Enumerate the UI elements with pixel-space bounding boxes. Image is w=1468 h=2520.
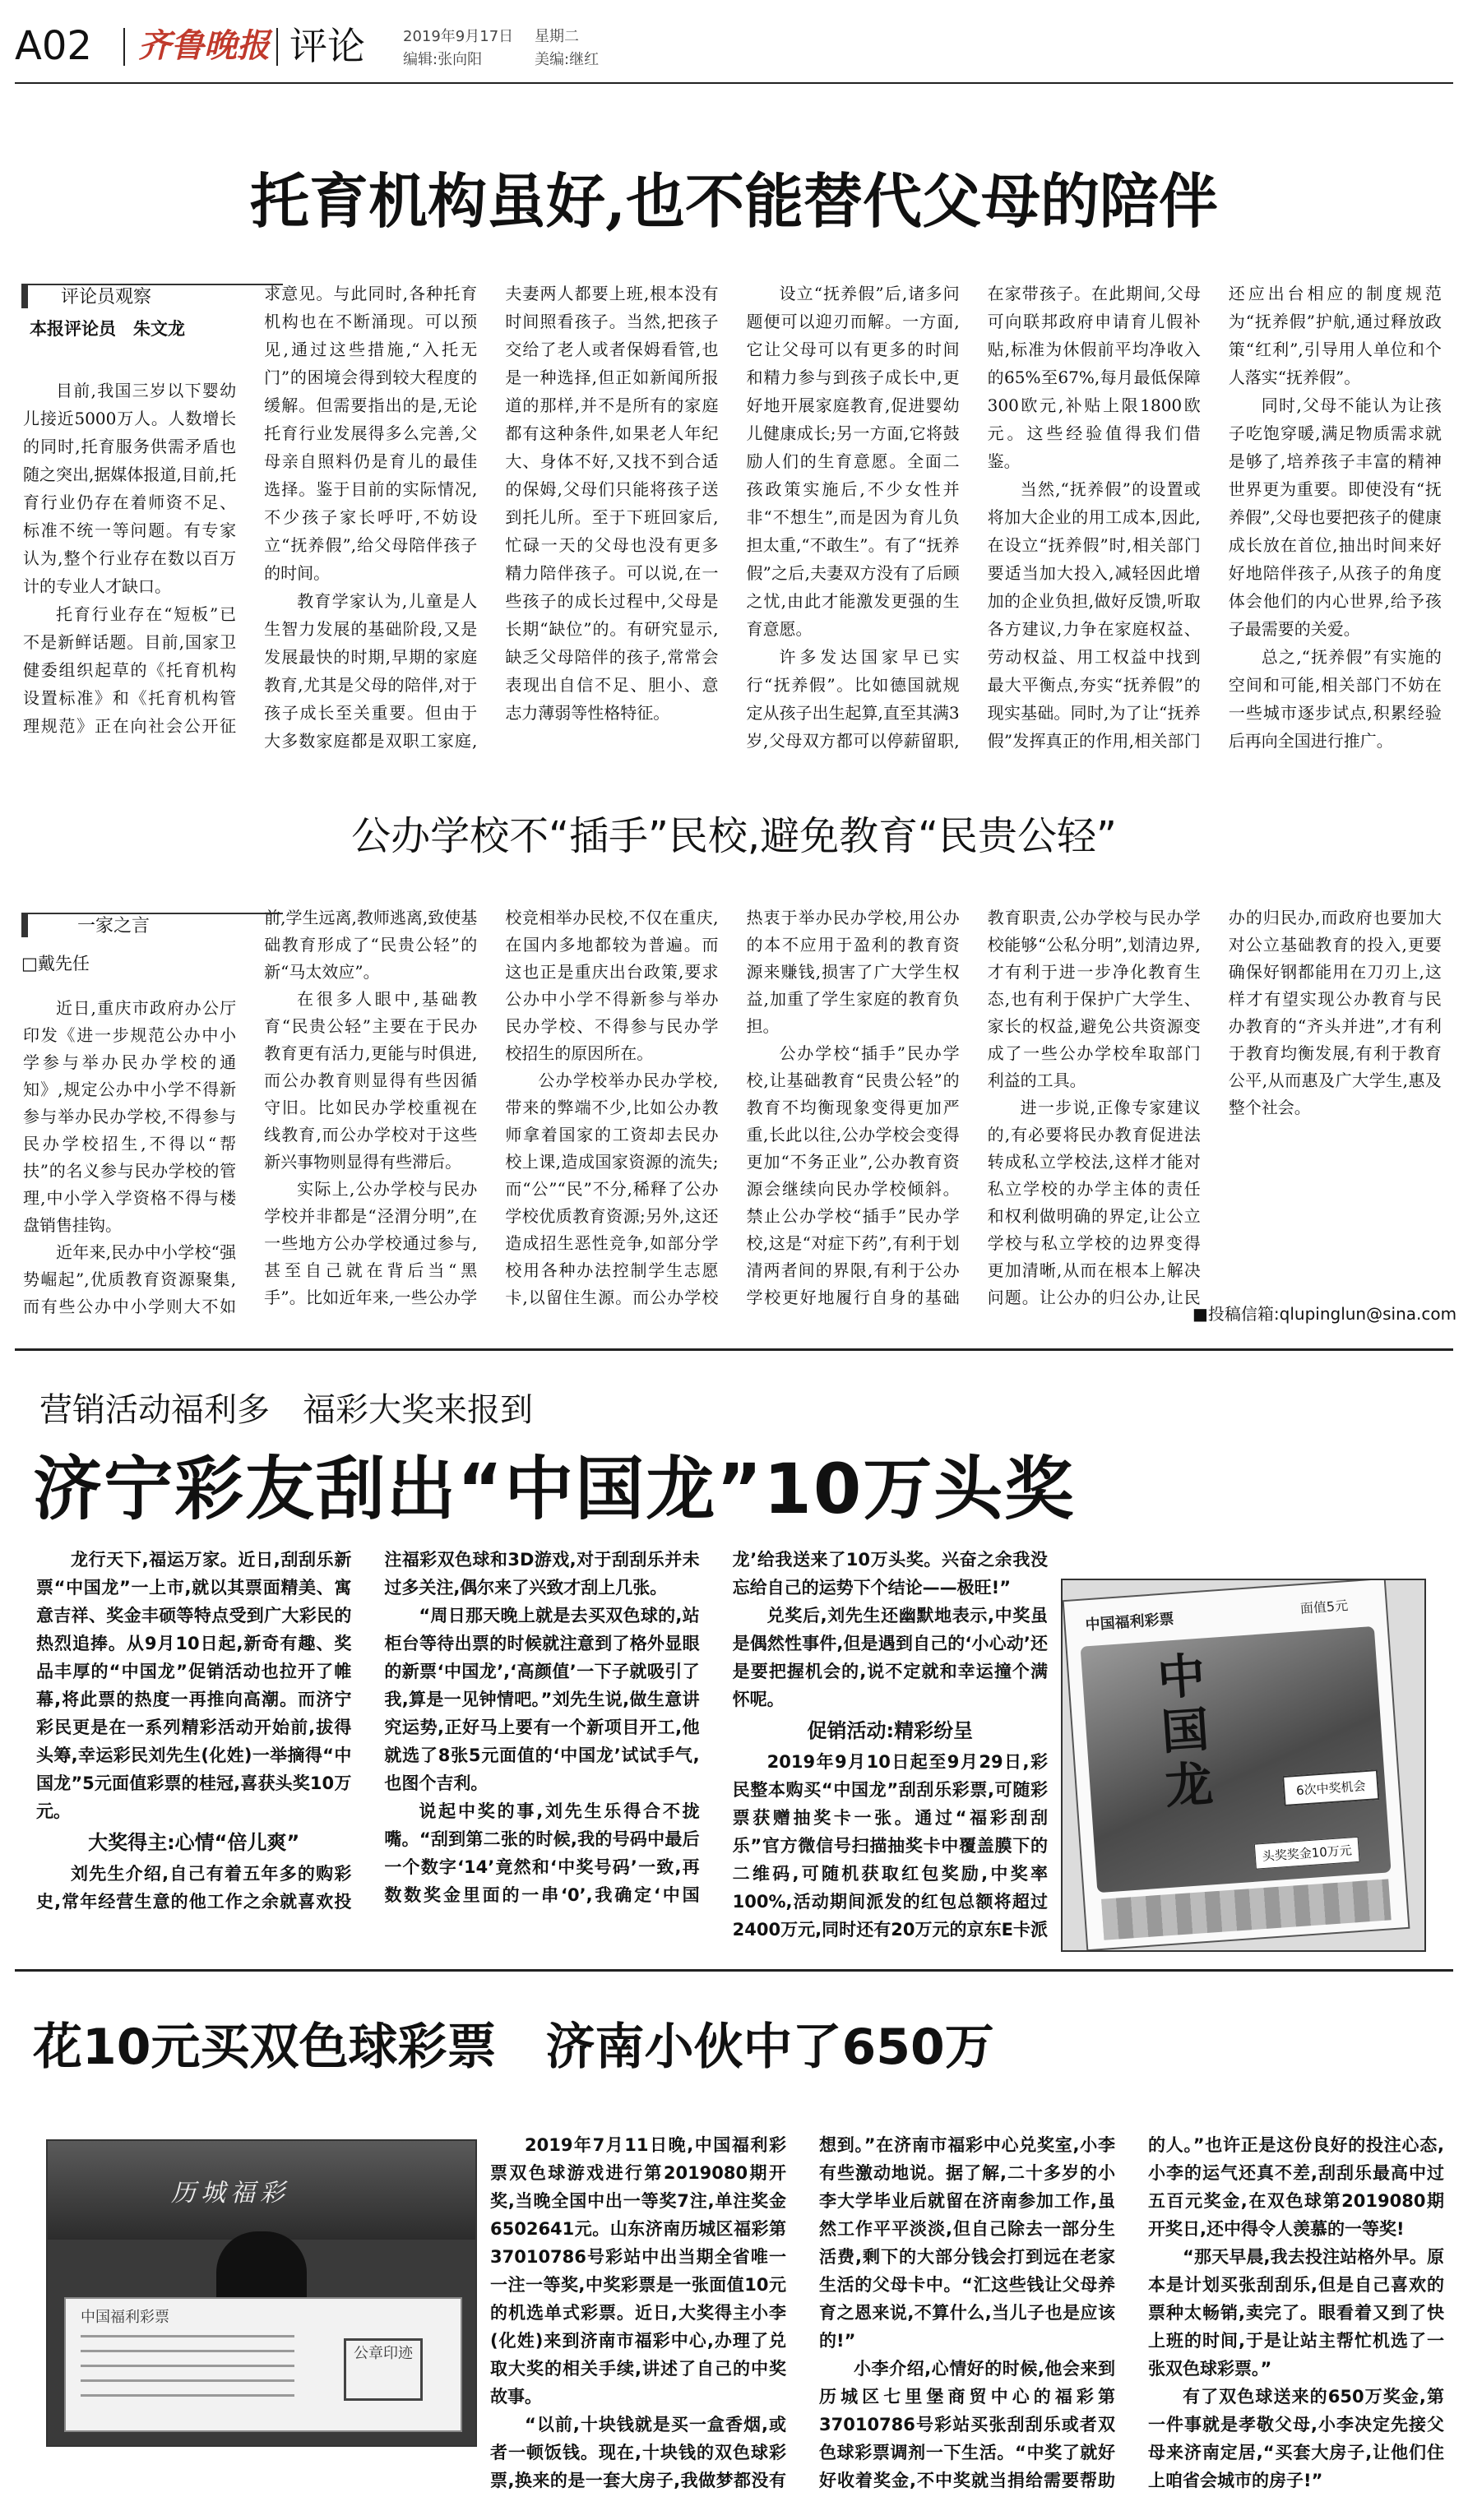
article1-text [23, 280, 1442, 765]
article3-paragraph: 2019年9月10日起至9月29日,彩民整本购买“中国龙”刮刮乐彩票,可随彩票获赠抽奖卡一张。通过“福彩刮刮乐”官方微信号扫描抽奖卡中覆盖膜下的二维码,可随机获取红包奖励,中奖率100%,活动期间派发的红包总额将超过2400万元,同时还有20万元的京东E卡派 [732, 1752, 1048, 1940]
award-board-label: 中国福利彩票 [81, 2309, 169, 2326]
article1-tag-spacer [23, 280, 236, 377]
article4-paragraph: 小李介绍,心情好的时候,他会来到历城区七里堡商贸中心的福彩第37010786号彩站买张刮刮乐或者双色球彩票调剂一下生活。“中奖了就好好收着奖金,不中奖就当捐给需要帮助的人。”也许正是这份良好的投注心态,小李的运气还真不差,刮刮乐最高中过五百元奖金,在双色球第2019080期开奖日,还中得令人羡慕的一等奖! [819, 2135, 1444, 2490]
shop-sign: 历城福彩 [171, 2179, 289, 2208]
byline-marker: □ [21, 954, 38, 973]
article3-subhead: 大奖得主:心情“倍儿爽” [88, 1831, 300, 1854]
article1-byline: 本报评论员 朱文龙 [30, 319, 185, 339]
article2-text [23, 904, 1442, 1332]
column-tag-text: 评论员观察 [61, 287, 152, 307]
ticket-badge: 6次中奖机会 [1282, 1769, 1379, 1806]
article2-paragraph: 实际上,公办学校与民办学校并非都是“泾渭分明”,在一些地方公办学校通过参与,甚至自己就在背后当“黑手”。比如近年来,一些公办学校竞相举办民校,不仅在重庆,在国内多地都较为普遍。而这也正是重庆出台政策,要求公办中小学不得新参与举办民办学校、不得参与民办学校招生的原因所在。 [264, 908, 719, 1307]
submission-email[interactable]: qlupinglun@sina.com [1279, 1304, 1457, 1324]
award-board-stamp: 公章印迹 [344, 2338, 423, 2401]
ticket-top-prize: 头奖奖金10万元 [1254, 1837, 1360, 1870]
article4-paragraph: 2019年7月11日晚,中国福利彩票双色球游戏进行第2019080期开奖,当晚全国中出一等奖7注,单注奖金6502641元。山东济南历城区福彩第37010786号彩站中出当期全省唯一一注一等奖,中奖彩票是一张面值10元的机选单式彩票。近日,大奖得主小李(化姓)来到济南市福彩中心,办理了兑取大奖的相关手续,讲述了自己的中奖故事。 [490, 2135, 786, 2407]
masthead-divider-2 [276, 28, 278, 66]
article4-headline: 花10元买双色球彩票 济南小伙中了650万 [33, 2018, 994, 2076]
article1-paragraph: 许多发达国家早已实行“抚养假”。比如德国就规定从孩子出生起算,直至其满3岁,父母双方都可以停薪留职,在家带孩子。在此期间,父母可向联邦政府申请育儿假补贴,标准为休假前平均净收入的65%至67%,每月最低保障300欧元,补贴上限1800欧元。这些经验值得我们借鉴。 [746, 284, 1201, 751]
article2-paragraph: 公办学校“插手”民办学校,让基础教育“民贵公轻”的教育不均衡现象变得更加严重,长此以往,公办学校会变得更加“不务正业”,公办教育资源会继续向民办学校倾斜。禁止公办学校“插手”民办学校,这是“对症下药”,有利于划清两者间的界限,有利于公办学校更好地履行自身的基础教育职责,公办学校与民办学校能够“公私分明”,划清边界,才有利于进一步净化教育生态,也有利于保护广大学生、家长的权益,避免公共资源变成了一些公办学校牟取部门利益的工具。 [746, 908, 1201, 1307]
article1-paragraph: 当然,“抚养假”的设置或将加大企业的用工成本,因此,在设立“抚养假”时,相关部门要适当加大投入,减轻因此增加的企业负担,做好反馈,听取各方建议,力争在家庭权益、劳动权益、用工权益中找到最大平衡点,夯实“抚养假”的现实基础。同时,为了让“抚养假”发挥真正的作用,相关部门还应出台相应的制度规范为“抚养假”护航,通过释放政策“红利”,引导用人单位和个人落实“抚养假”。 [987, 284, 1442, 751]
article3-text [36, 1546, 1048, 1950]
article3-paragraph: 兑奖后,刘先生还幽默地表示,中奖虽是偶然性事件,但是遇到自己的‘小心动’还是要把握机会的,说不定就和幸运撞个满怀呢。 [732, 1606, 1048, 1709]
ticket-card [1063, 1579, 1410, 1951]
submission-label: ■投稿信箱: [1192, 1304, 1280, 1324]
article3-subhead: 促销活动:精彩纷呈 [807, 1719, 974, 1742]
article3-paragraph: 刘先生介绍,自己有着五年多的购彩史,常年经营生意的他工作之余就喜欢投注福彩双色球和3D游戏,对于刮刮乐并未过多关注,偶尔来了兴致才刮上几张。 [36, 1550, 700, 1912]
article3-headline: 济宁彩友刮出“中国龙”10万头奖 [33, 1449, 1076, 1529]
award-board-lines [81, 2335, 294, 2409]
article1-paragraph: 同时,父母不能认为让孩子吃饱穿暖,满足物质需求就是够了,培养孩子丰富的精神世界更为重要。即使没有“抚养假”,父母也要把孩子的健康成长放在首位,抽出时间来好好地陪伴孩子,从孩子的角度体会他们的内心世界,给予孩子最需要的关爱。 [1228, 395, 1442, 639]
article2-paragraph: 进一步说,正像专家建议的,有必要将民办教育促进法转成私立学校法,这样才能对私立学校的办学主体的责任和权利做明确的界定,让公立学校与私立学校的边界变得更加清晰,从而在根本上解决问题。让公办的归公办,让民办的归民办,而政府也要加大对公立基础教育的投入,更要确保好钢都能用在刀刃上,这样才有望实现公办教育与民办教育的“齐头并进”,才有利于教育均衡发展,有利于教育公平,从而惠及广大学生,惠及整个社会。 [987, 908, 1442, 1307]
article3-kicker: 营销活动福利多 福彩大奖来报到 [39, 1391, 533, 1429]
article1-paragraph: 教育学家认为,儿童是人生智力发展的基础阶段,又是发展最快的时期,早期的家庭教育,尤其是父母的陪伴,对于孩子成长至关重要。但由于大多数家庭都是双职工家庭,夫妻两人都要上班,根本没有时间照看孩子。当然,把孩子交给了老人或者保姆看管,也是一种选择,但正如新闻所报道的那样,并不是所有的家庭都有这种条件,如果老人年纪大、身体不好,又找不到合适的保姆,父母们只能将孩子送到托儿所。至于下班回家后,忙碌一天的父母也没有更多精力陪伴孩子。可以说,在一些孩子的成长过程中,父母是长期“缺位”的。有研究显示,缺乏父母陪伴的孩子,常常会表现出自信不足、胆小、意志力薄弱等性格特征。 [264, 284, 719, 751]
ticket-header: 中国福利彩票 [1085, 1610, 1175, 1635]
article4-paragraph: “以前,十块钱就是买一盒香烟,或者一顿饭钱。现在,十块钱的双色球彩票,换来的是一套大房子,我做梦都没有想到。”在济南市福彩中心兑奖室,小李有些激动地说。据了解,二十多岁的小李大学毕业后就留在济南参加工作,虽然工作平平淡淡,但自己除去一部分生活费,剩下的大部分钱会打到远在老家生活的父母卡中。“汇这些钱让父母养育之恩来说,不算什么,当儿子也是应该的!” [490, 2135, 1115, 2490]
article2-paragraph: 近日,重庆市政府办公厅印发《进一步规范公办中小学参与举办民办学校的通知》,规定公办中小学不得新参与举办民办学校,不得参与民办学校招生,不得以“帮扶”的名义参与民办学校的管理,中小学入学资格不得与楼盘销售挂钩。 [23, 998, 237, 1235]
section-title: 评论 [289, 24, 365, 68]
article2-paragraph: 公办学校举办民办学校,带来的弊端不少,比如公办教师拿着国家的工资却去民办校上课,造成国家资源的流失;而“公”“民”不分,稀释了公办学校优质教育资源;另外,这还造成招生恶性竞争,如部分学校用各种办法控制学生志愿卡,以留住生源。而公办学校热衷于举办民办学校,用公办的本不应用于盈利的教育资源来赚钱,损害了广大学生权益,加重了学生家庭的教育负担。 [505, 908, 960, 1307]
article1-paragraph: 总之,“抚养假”有实施的空间和可能,相关部门不妨在一些城市逐步试点,积累经验后再向全国进行推广。 [1228, 647, 1442, 751]
article1-headline: 托育机构虽好,也不能替代父母的陪伴 [249, 166, 1219, 236]
ticket-price: 面值5元 [1299, 1598, 1349, 1617]
article1-paragraph: 托育行业存在“短板”已不是新鲜话题。目前,国家卫健委组织起草的《托育机构设置标准》和《托育机构管理规范》正在向社会公开征求意见。与此同时,各种托育机构也在不断涌现。可以预见,通过这些措施,“入托无门”的困境会得到较大程度的缓解。但需要指出的是,无论托育行业发展得多么完善,父母亲自照料仍是育儿的最佳选择。鉴于目前的实际情况,不少孩子家长呼吁,不妨设立“抚养假”,给父母陪伴孩子的时间。 [23, 284, 478, 736]
article1-paragraph: 设立“抚养假”后,诸多问题便可以迎刃而解。一方面,它让父母可以有更多的时间和精力参与到孩子成长中,更好地开展家庭教育,促进婴幼儿健康成长;另一方面,它将鼓励人们的生育意愿。全面二孩政策实施后,不少女性并非“不想生”,而是因为育儿负担太重,“不敢生”。有了“抚养假”之后,夫妻双方没有了后顾之忧,由此才能激发更强的生育意愿。 [746, 284, 960, 639]
masthead-rule [15, 82, 1453, 84]
paper-name: 齐鲁晚报 [138, 26, 270, 65]
page-number: A02 [15, 23, 92, 69]
byline-name: 戴先任 [37, 954, 90, 973]
article4-paragraph: 有了双色球送来的650万奖金,第一件事就是孝敬父母,小李决定先接父母来济南定居,“买套大房子,让他们住上咱省会城市的房子!” [1148, 2387, 1444, 2490]
article2-paragraph: 近年来,民办中小学校“强势崛起”,优质教育资源聚集,而有些公办中小学则大不如前,学生远离,教师逃离,致使基础教育形成了“民贵公轻”的新“马太效应”。 [23, 908, 478, 1316]
article2-headline: 公办学校不“插手”民校,避免教育“民贵公轻” [351, 813, 1117, 859]
article3-paragraph: 龙行天下,福运万家。近日,刮刮乐新票“中国龙”一上市,就以其票面精美、寓意吉祥、奖金丰硕等特点受到广大彩民的热烈追捧。从9月10日起,新奇有趣、奖品丰厚的“中国龙”促销活动也拉开了帷幕,将此票的热度一再推向高潮。而济宁彩民更是在一系列精彩活动开始前,拔得头筹,幸运彩民刘先生(化姓)一举摘得“中国龙”5元面值彩票的桂冠,喜获头奖10万元。 [36, 1550, 352, 1821]
editor-credit: 编辑:张向阳 [403, 51, 483, 68]
lottery-ticket-photo [1061, 1579, 1426, 1952]
issue-date: 2019年9月17日 [403, 28, 514, 45]
article2-paragraph: 在很多人眼中,基础教育“民贵公轻”主要在于民办教育更有活力,更能与时俱进,而公办教育则显得有些因循守旧。比如民办学校重视在线教育,而公办学校对于这些新兴事物则显得有些滞后。 [264, 989, 478, 1172]
ticket-title: 中国龙 [1147, 1649, 1215, 1816]
section-rule [15, 1348, 1453, 1351]
lottery-shop-photo [46, 2139, 477, 2447]
article4-text [490, 2131, 1444, 2498]
section-rule [15, 1969, 1453, 1972]
article2-submission [1192, 1301, 1456, 1325]
article2-tag-spacer [23, 904, 236, 995]
article3-paragraph: “周日那天晚上就是去买双色球的,站柜台等待出票的时候就注意到了格外显眼的新票‘中国龙’,‘高颜值’一下子就吸引了我,算是一见钟情吧。”刘先生说,做生意讲究运势,正好马上要有一个新项目开工,他就选了8张5元面值的‘中国龙’试试手气,也图个吉利。 [384, 1606, 700, 1793]
designer-credit: 美编:继红 [535, 51, 600, 68]
article3-paragraph: 说起中奖的事,刘先生乐得合不拢嘴。“刮到第二张的时候,我的号码中最后一个数字‘14’竟然和‘中奖号码’一致,再数数奖金里面的一串‘0’,我确定‘中国龙’给我送来了10万头奖。兴奋之余我没忘给自己的运势下个结论——极旺!” [384, 1550, 1048, 1905]
issue-weekday: 星期二 [535, 28, 579, 45]
article4-paragraph: “那天早晨,我去投注站格外早。原本是计划买张刮刮乐,但是自己喜欢的票种太畅销,卖完了。眼看着又到了快上班的时间,于是让站主帮忙机选了一张双色球彩票。” [1148, 2247, 1444, 2379]
article1-paragraph: 目前,我国三岁以下婴幼儿接近5000万人。人数增长的同时,托育服务供需矛盾也随之突出,据媒体报道,目前,托育行业仍存在着师资不足、标准不统一等问题。有专家认为,整个行业存在数以百万计的专业人才缺口。 [23, 381, 237, 596]
column-tag-text: 一家之言 [77, 916, 151, 936]
masthead-divider-1 [123, 28, 125, 66]
